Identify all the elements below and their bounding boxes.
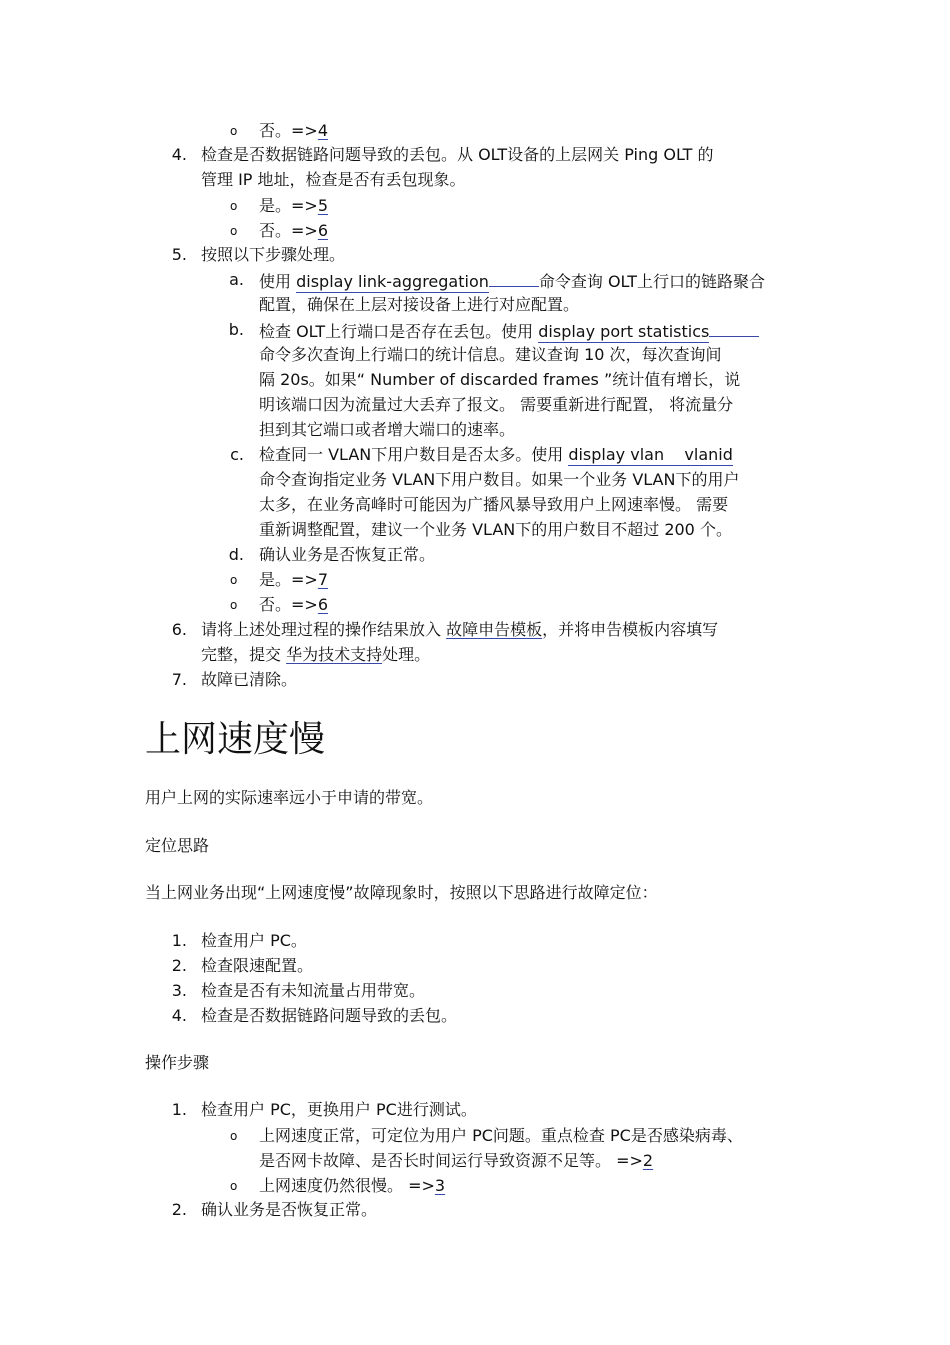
step-link-2[interactable]: 2 — [642, 1151, 654, 1170]
substep-text: 配置，确保在上层对接设备上进行对应配置。 — [259, 295, 580, 314]
step-link-5[interactable]: 5 — [317, 196, 329, 215]
step-link-6[interactable]: 6 — [317, 221, 329, 240]
step-text: 确认业务是否恢复正常。 — [201, 1200, 378, 1219]
substep-text: 使用 display link-aggregation 命令查询 OLT上行口的链路聚合 — [259, 272, 766, 291]
substep-text: 重新调整配置，建议一个业务 VLAN下的用户数目不超过 200 个。 — [259, 520, 732, 539]
substep-text: 担到其它端口或者增大端口的速率。 — [259, 420, 516, 439]
step-text: 检查是否数据链路问题导致的丢包。从 OLT设备的上层网关 Ping OLT 的 — [201, 145, 714, 164]
substep-text: 检查同一 VLAN下用户数目是否太多。使用 display vlan vlanid — [259, 445, 733, 464]
steps-heading: 操作步骤 — [145, 1053, 210, 1072]
option-yes: 是。=>5 — [259, 196, 329, 215]
substep-label: c. — [230, 445, 244, 464]
step-number: 1. — [171, 1100, 187, 1119]
step-number: 7. — [171, 670, 187, 689]
locate-intro: 当上网业务出现“上网速度慢”故障现象时，按照以下思路进行故障定位： — [145, 883, 658, 902]
option-text: 上网速度正常，可定位为用户 PC问题。重点检查 PC是否感染病毒、 — [259, 1126, 743, 1145]
substep-label: d. — [228, 545, 244, 564]
step-text: 请将上述处理过程的操作结果放入 故障申告模板，并将申告模板内容填写 — [201, 620, 719, 639]
step-text: 管理 IP 地址，检查是否有丢包现象。 — [201, 170, 466, 189]
command-port-statistics[interactable]: display port statistics — [538, 322, 710, 341]
step-number: 2. — [171, 1200, 187, 1219]
section-description: 用户上网的实际速率远小于申请的带宽。 — [145, 788, 434, 807]
huawei-support-link[interactable]: 华为技术支持 — [286, 645, 383, 664]
substep-text: 隔 20s。如果“ Number of discarded frames ”统计值有增长，说 — [259, 370, 741, 389]
bullet-marker: o — [230, 199, 238, 213]
substep-label: b. — [228, 320, 244, 339]
substep-text: 命令查询指定业务 VLAN下用户数目。如果一个业务 VLAN下的用户 — [259, 470, 740, 489]
list-item: 检查用户 PC。 — [201, 931, 307, 950]
option-no: 否。=>6 — [259, 595, 329, 614]
step-number: 5. — [171, 245, 187, 264]
step-number: 6. — [171, 620, 187, 639]
substep-label: a. — [229, 270, 244, 289]
substep-text: 确认业务是否恢复正常。 — [259, 545, 436, 564]
step-link-3[interactable]: 3 — [434, 1176, 446, 1195]
option-text: 上网速度仍然很慢。 =>3 — [259, 1176, 446, 1195]
step-link-7[interactable]: 7 — [317, 570, 329, 589]
list-number: 1. — [171, 931, 187, 950]
bullet-marker: o — [230, 224, 238, 238]
list-item: 检查是否数据链路问题导致的丢包。 — [201, 1006, 458, 1025]
section-title: 上网速度慢 — [145, 719, 326, 760]
bullet-marker: o — [230, 1129, 238, 1143]
substep-text: 太多，在业务高峰时可能因为广播风暴导致用户上网速率慢。 需要 — [259, 495, 729, 514]
step-text: 故障已清除。 — [201, 670, 298, 689]
locate-heading: 定位思路 — [145, 836, 210, 855]
substep-text: 检查 OLT上行端口是否存在丢包。使用 display port statistics — [259, 320, 759, 342]
bullet-marker: o — [230, 573, 238, 587]
command-display-vlan[interactable]: display vlan vlanid — [568, 445, 733, 464]
step-link-4[interactable]: 4 — [317, 121, 329, 140]
option-no: 否。=>4 — [259, 121, 329, 140]
command-link-aggregation[interactable]: display link-aggregation — [296, 272, 489, 291]
step-link-6[interactable]: 6 — [317, 595, 329, 614]
substep-text: 明该端口因为流量过大丢弃了报文。 需要重新进行配置， 将流量分 — [259, 395, 734, 414]
list-item: 检查限速配置。 — [201, 956, 314, 975]
option-text: 是否网卡故障、是否长时间运行导致资源不足等。 =>2 — [259, 1151, 654, 1170]
fault-report-template-link[interactable]: 故障申告模板 — [446, 620, 543, 639]
bullet-marker: o — [230, 1179, 238, 1193]
list-number: 3. — [171, 981, 187, 1000]
substep-text: 命令多次查询上行端口的统计信息。建议查询 10 次，每次查询间 — [259, 345, 722, 364]
bullet-marker: o — [230, 124, 238, 138]
list-number: 4. — [171, 1006, 187, 1025]
option-no: 否。=>6 — [259, 221, 329, 240]
list-number: 2. — [171, 956, 187, 975]
bullet-marker: o — [230, 598, 238, 612]
step-text: 按照以下步骤处理。 — [201, 245, 346, 264]
step-number: 4. — [171, 145, 187, 164]
option-yes: 是。=>7 — [259, 570, 329, 589]
list-item: 检查是否有未知流量占用带宽。 — [201, 981, 426, 1000]
step-text: 完整，提交 华为技术支持处理。 — [201, 645, 431, 664]
step-text: 检查用户 PC，更换用户 PC进行测试。 — [201, 1100, 477, 1119]
